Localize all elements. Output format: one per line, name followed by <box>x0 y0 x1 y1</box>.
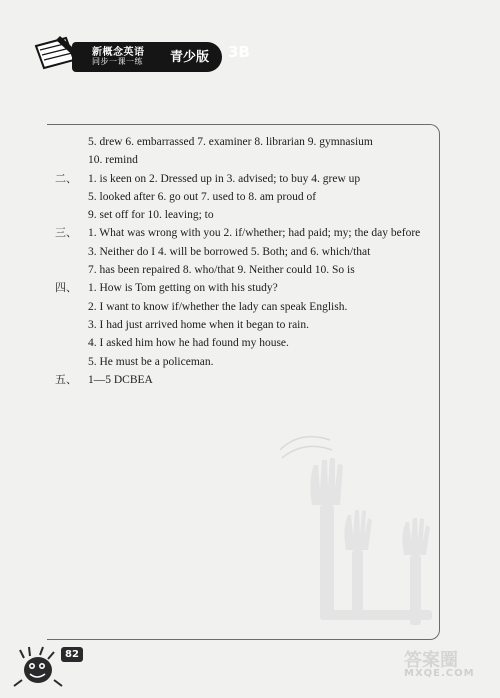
grade-label: 3B <box>228 43 250 61</box>
answer-line: 5. drew 6. embarrassed 7. examiner 8. librarian 9. gymnasium <box>88 136 373 148</box>
answer-line: 三、 1. What was wrong with you 2. if/whether; had paid; my; the day before <box>55 226 421 240</box>
answer-line: 5. He must be a policeman. <box>88 355 214 368</box>
answer-line: 10. remind <box>88 154 138 167</box>
watermark-text: 答案圈 <box>404 650 458 671</box>
answer-line: 3. Neither do I 4. will be borrowed 5. Both; and 6. which/that <box>88 245 371 258</box>
answer-line: 二、 1. is keen on 2. Dressed up in 3. advised; to buy 4. grew up <box>55 171 361 185</box>
answer-line: 2. I want to know if/whether the lady can speak English. <box>88 300 348 313</box>
watermark-url: MXQE.COM <box>404 668 475 679</box>
answer-line: 四、 1. How is Tom getting on with his study? <box>55 281 278 295</box>
series-title: 新概念英语 <box>92 47 145 58</box>
answer-line: 五、 1—5 DCBEA <box>55 372 153 386</box>
page-number: 82 <box>61 647 83 662</box>
answer-list <box>55 133 435 389</box>
answer-line: 5. looked after 6. go out 7. used to 8. am proud of <box>88 190 317 203</box>
decorative-hands-illustration <box>260 410 440 635</box>
header-banner <box>30 34 250 76</box>
answer-line: 7. has been repaired 8. who/that 9. Neither could 10. So is <box>88 264 355 277</box>
series-subtitle: 同步一课一练 <box>92 57 143 66</box>
answer-line: 3. I had just arrived home when it began to rain. <box>88 318 309 331</box>
answer-line: 4. I asked him how he had found my house. <box>88 337 289 350</box>
mascot-illustration <box>10 640 110 690</box>
edition-label: 青少版 <box>170 50 210 65</box>
answer-line: 9. set off for 10. leaving; to <box>88 209 214 222</box>
